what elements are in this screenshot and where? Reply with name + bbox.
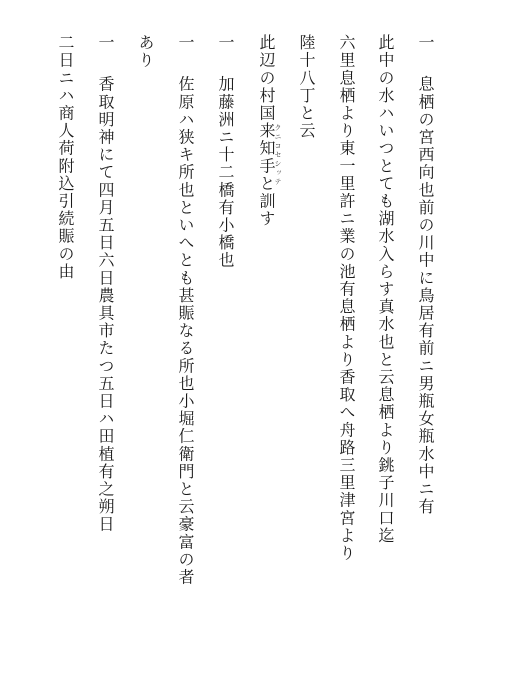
text-line-4: [293, 34, 319, 140]
line-text: 此中の水ハいつとても湖水入らす真水也と云息栖より銚子川口迄: [376, 34, 395, 545]
item-marker: 一: [96, 34, 115, 52]
text-line-7: [172, 34, 198, 586]
line-text: あり: [136, 34, 155, 70]
line-text: 此辺の村国来知手と訓す: [257, 34, 276, 228]
line-text: 陸十八丁と云: [297, 34, 316, 140]
text-line-2: [372, 34, 398, 544]
line-text: 香取明神にて四月五日六日農具市たつ五日ハ田植有之朔日: [96, 75, 115, 534]
text-line-6: [212, 34, 238, 269]
item-marker: 一: [176, 34, 195, 52]
text-line-1: [412, 34, 438, 516]
item-marker: 一: [416, 34, 435, 52]
line-text: 息栖の宮西向也前の川中に鳥居有前ニ男瓶女瓶水中ニ有: [416, 75, 435, 516]
item-marker: 一: [216, 34, 235, 52]
line-text: 佐原ハ狭キ所也といへとも甚賑なる所也小堀仁衛門と云豪富の者: [176, 75, 195, 587]
text-line-8: [132, 34, 158, 69]
line-text: 加藤洲ニ十二橋有小橋也: [216, 75, 235, 270]
text-line-9: [92, 34, 118, 533]
text-line-10: [52, 34, 78, 280]
text-line-5: [253, 34, 282, 228]
line-text: 六里息栖より東一里許ニ業の池有息栖より香取へ舟路三里津宮より: [337, 34, 356, 562]
line-text: 二日ニハ商人荷附込引続賑の由: [56, 34, 75, 281]
ruby-annotation: クニコセシッテ: [274, 124, 282, 187]
text-line-3: [333, 34, 359, 562]
